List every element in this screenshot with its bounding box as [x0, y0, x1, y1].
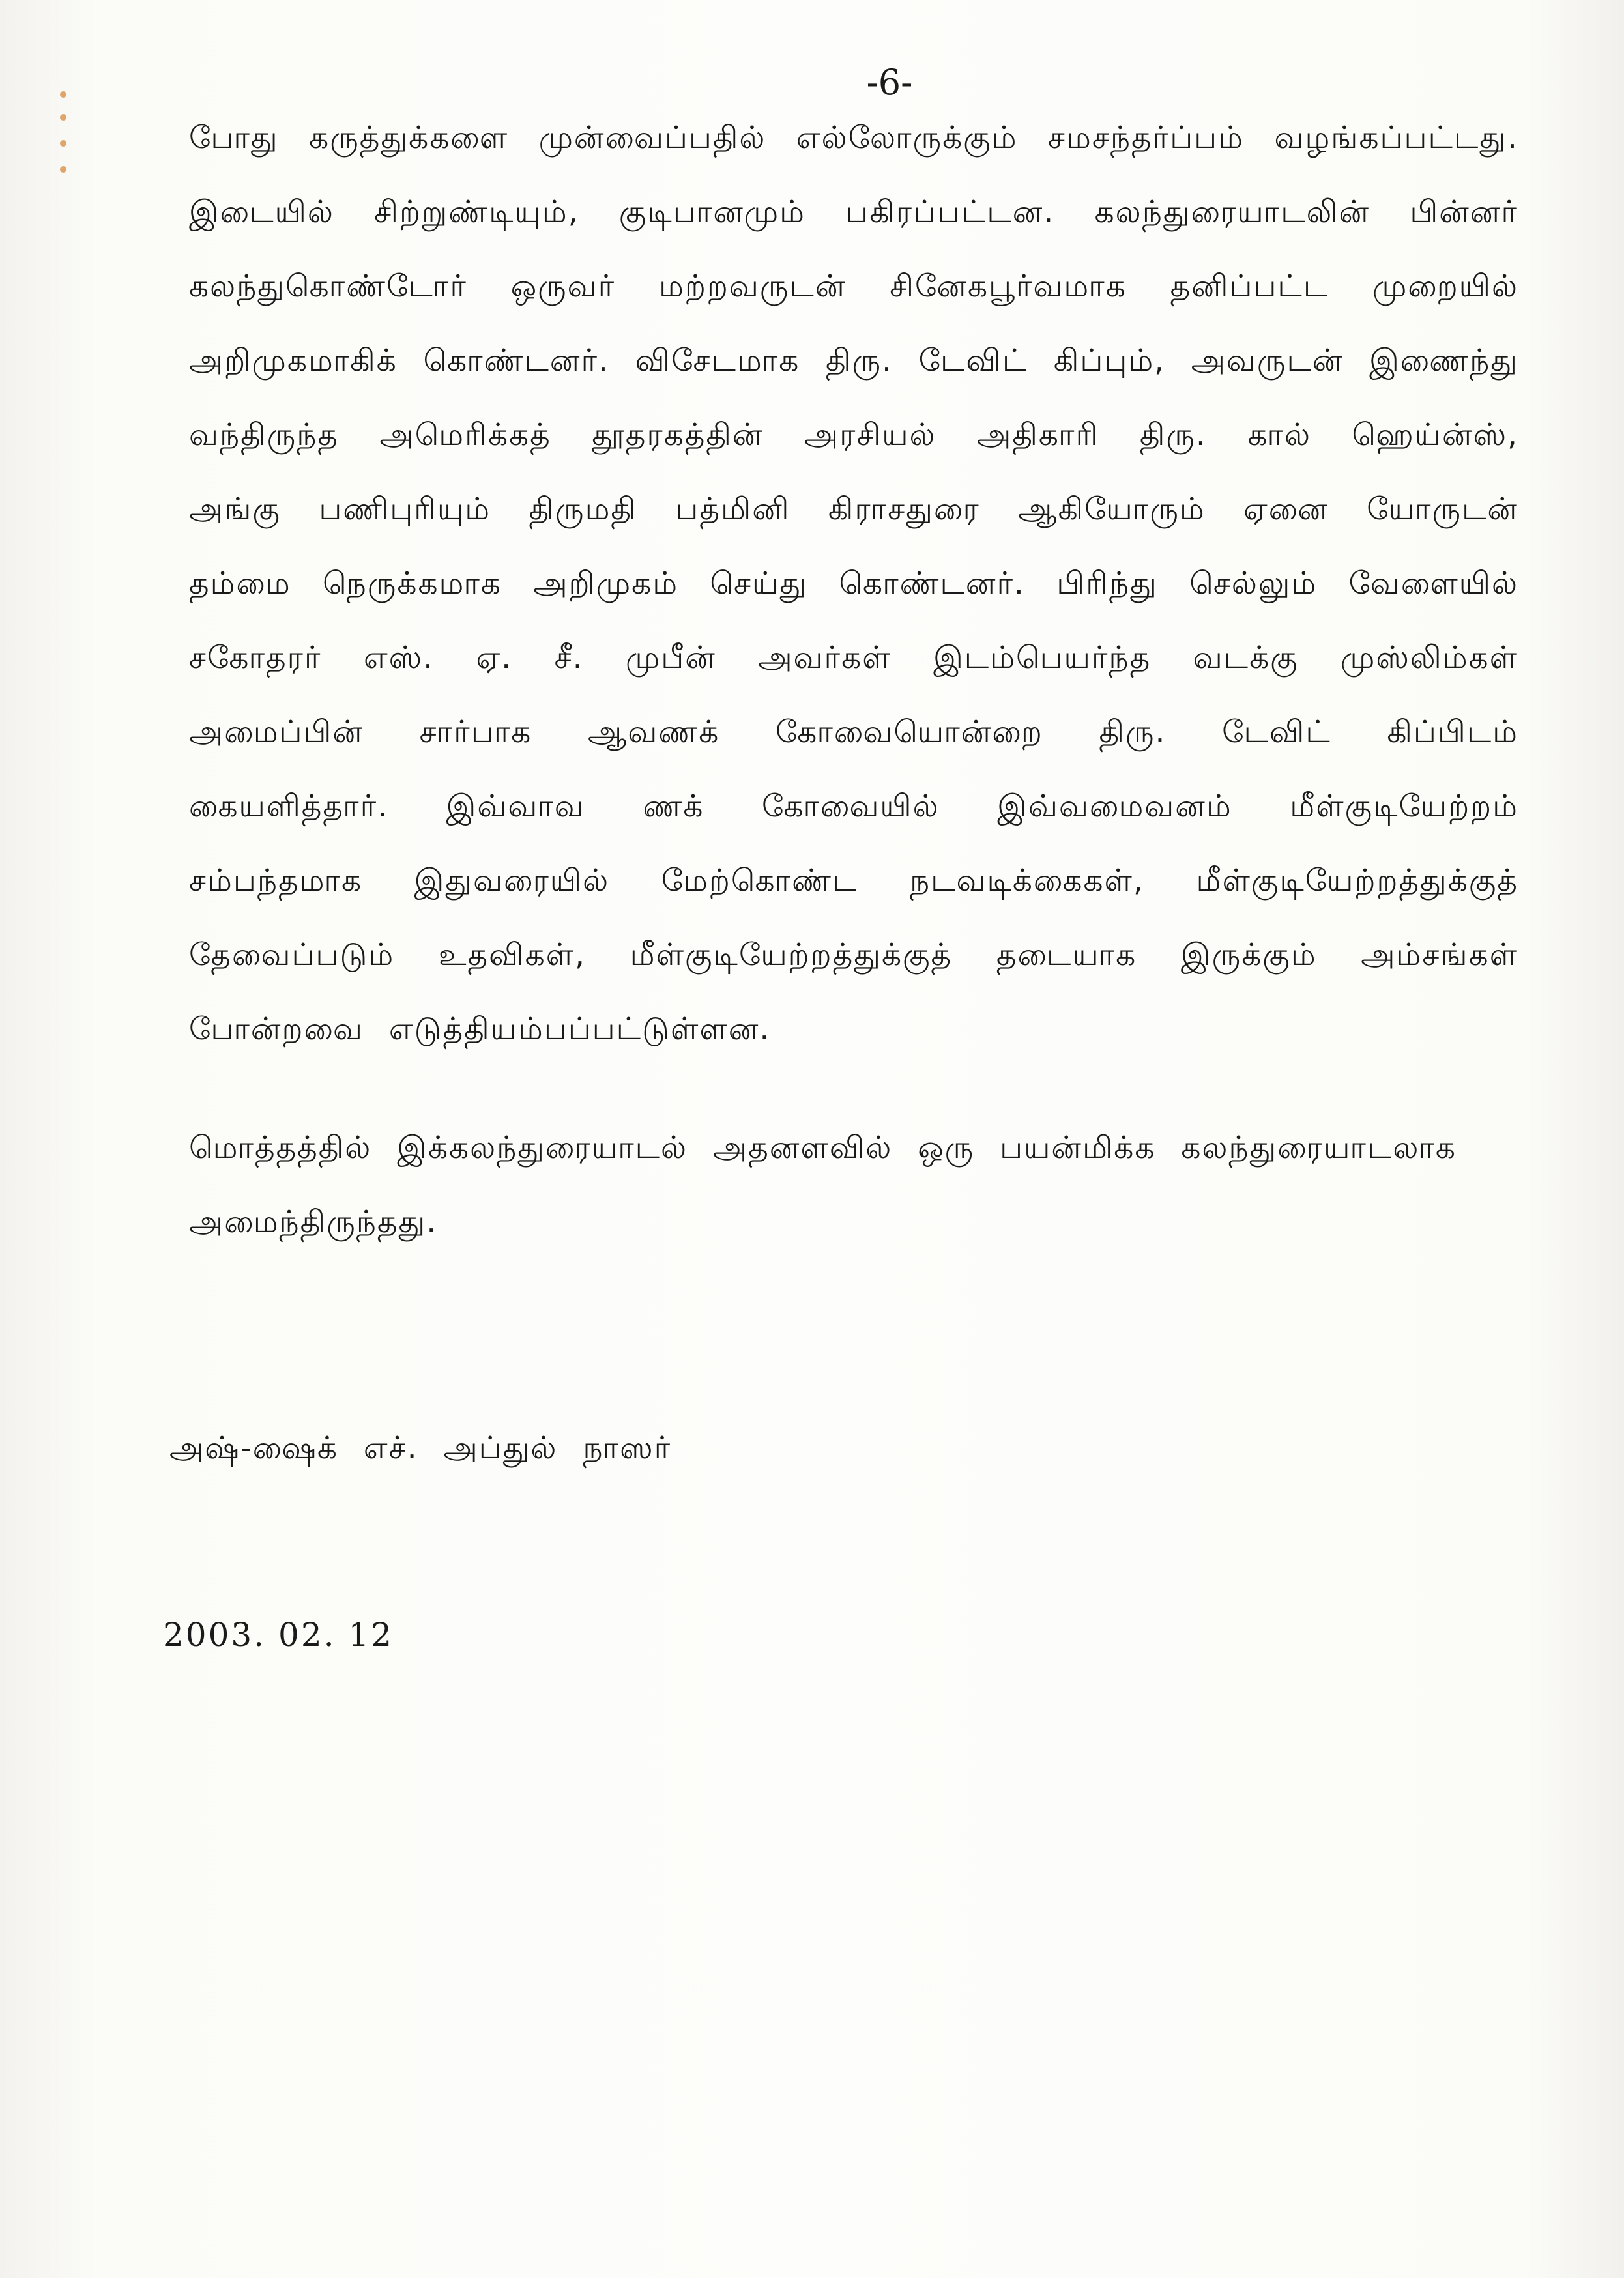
binding-mark: [60, 91, 66, 98]
binding-mark: [60, 166, 66, 173]
binding-mark: [60, 114, 66, 121]
date: 2003. 02. 12: [163, 1616, 394, 1654]
binding-mark: [60, 140, 66, 147]
conclusion-paragraph: மொத்தத்தில் இக்கலந்துரையாடல் அதனளவில் ஒரு பயன்மிக்க கலந்துரையாடலாக அமைந்திருந்தது.: [189, 1130, 1457, 1240]
body-paragraph: போது கருத்துக்களை முன்வைப்பதில் எல்லோருக்கும் சமசந்தர்ப்பம் வழங்கப்பட்டது. இடையில் சிற்றுண்டியும், குடிபானமும் பகிரப்பட்டன. கலந்துரையாடலின் பின்னர் கலந்துகொண்டோர் ஒருவர் மற்றவருடன் சினேகபூர்வமாக தனிப்பட்ட முறையில் அறிமுகமாகிக் கொண்டனர். விசேடமாக திரு. டேவிட் கிப்பும், அவருடன் இணைந்து வந்திருந்த அமெரிக்கத் தூதரகத்தின் அரசியல் அதிகாரி திரு. கால் ஹெய்ன்ஸ், அங்கு பணிபுரியும் திருமதி பத்மினி கிராசதுரை ஆகியோரும் ஏனை யோருடன் தம்மை நெருக்கமாக அறிமுகம் செய்து கொண்டனர். பிரிந்து செல்லும் வேளையில் சகோதரர் எஸ். ஏ. சீ. முபீன் அவர்கள் இடம்பெயர்ந்த வடக்கு முஸ்லிம்கள் அமைப்பின் சார்பாக ஆவணக் கோவையொன்றை திரு. டேவிட் கிப்பிடம் கையளித்தார். இவ்வாவ ணக் கோவையில் இவ்வமைவனம் மீள்குடியேற்றம் சம்பந்தமாக இதுவரையில் மேற்கொண்ட நடவடிக்கைகள், மீள்குடியேற்றத்துக்குத் தேவைப்படும் உதவிகள், மீள்குடியேற்றத்துக்குத் தடையாக இருக்கும் அம்சங்கள் போன்றவை எடுத்தியம்பப்பட்டுள்ளன.: [189, 120, 1518, 1047]
signature: அஷ்-ஷைக் எச். அப்துல் நாஸர்: [169, 1430, 672, 1466]
page-number: -6-: [866, 62, 913, 103]
